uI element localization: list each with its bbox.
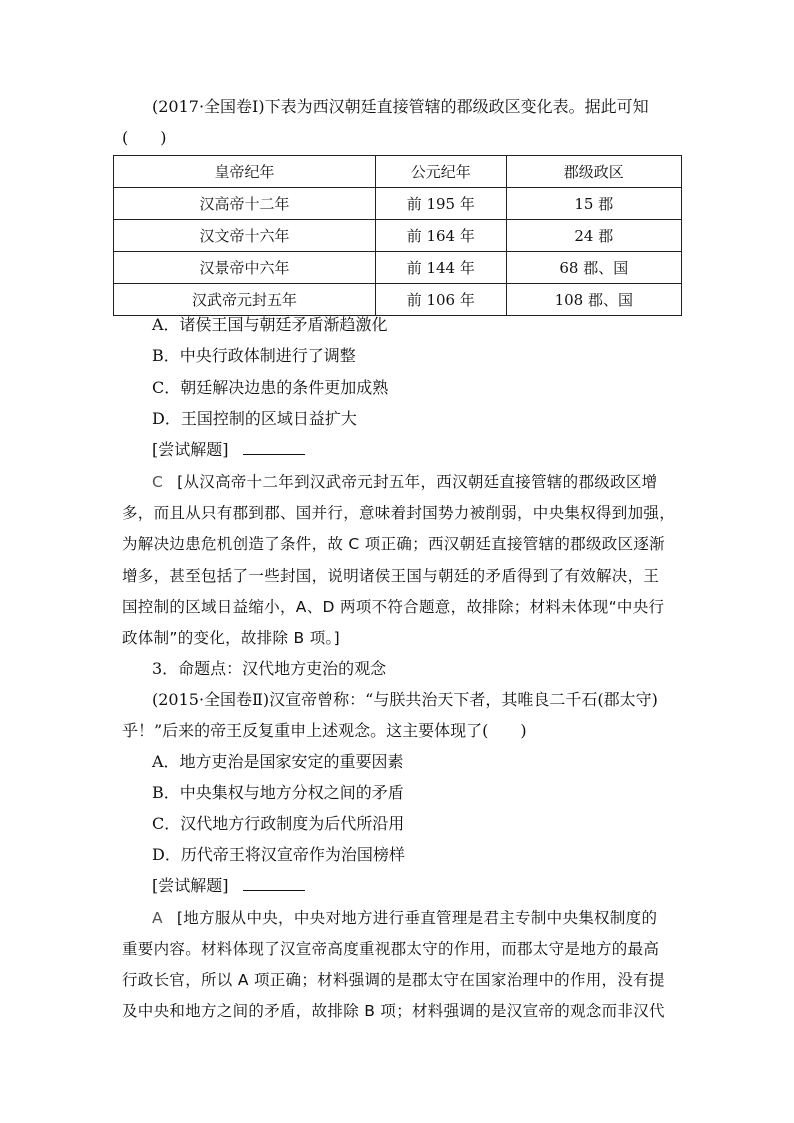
table-row <box>114 252 682 284</box>
table-row <box>114 220 682 252</box>
q1-option-d: D．王国控制的区域日益扩大 <box>152 409 357 428</box>
emperor-prefecture-table <box>113 155 682 316</box>
q1-answer-line: 国控制的区域日益缩小，A、D 两项不符合题意，故排除；材料未体现“中央行 <box>122 598 665 616</box>
table-cell: 汉景帝中六年 <box>114 252 376 284</box>
q2-answer-line: 重要内容。材料体现了汉宣帝高度重视郡太守的作用，而郡太守是地方的最高 <box>122 940 660 958</box>
q1-answer-text: [从汉高帝十二年到汉武帝元封五年，西汉朝廷直接管辖的郡级政区增 <box>177 473 658 491</box>
q1-option-b: B．中央行政体制进行了调整 <box>152 346 356 365</box>
q1-answer-line: 增多，甚至包括了一些封国，说明诸侯王国与朝廷的矛盾得到了有效解决，王 <box>122 567 660 585</box>
q1-stem-line2: ( ) <box>122 128 167 147</box>
table-cell: 24 郡 <box>506 220 681 252</box>
q1-answer-line: 政体制”的变化，故排除 B 项。] <box>122 629 340 647</box>
table-header-cell: 郡级政区 <box>506 156 681 188</box>
q2-answer-text: [地方服从中央，中央对地方进行垂直管理是君主专制中央集权制度的 <box>176 909 658 927</box>
q1-answer-line: 为解决边患危机创造了条件，故 C 项正确；西汉朝廷直接管辖的郡级政区逐渐 <box>122 535 665 553</box>
try-solve-label: [尝试解题] <box>152 876 229 895</box>
table-cell: 前 144 年 <box>375 252 506 284</box>
table-cell: 15 郡 <box>506 188 681 220</box>
q2-answer-letter: A <box>152 909 163 927</box>
q1-stem-line1: (2017·全国卷Ⅰ)下表为西汉朝廷直接管辖的郡级政区变化表。据此可知 <box>152 97 649 116</box>
table-cell: 前 106 年 <box>375 284 506 316</box>
table-cell: 汉武帝元封五年 <box>114 284 376 316</box>
q2-answer-line <box>152 907 682 929</box>
table-header-cell: 皇帝纪年 <box>114 156 376 188</box>
table-header-cell: 公元纪年 <box>375 156 506 188</box>
table-cell: 前 195 年 <box>375 188 506 220</box>
table-cell: 68 郡、国 <box>506 252 681 284</box>
answer-blank <box>243 876 305 891</box>
q2-try-solve <box>152 875 712 897</box>
q1-answer-letter: C <box>152 473 164 491</box>
q1-answer-line <box>152 471 682 493</box>
answer-blank <box>243 440 305 455</box>
q1-option-a: A．诸侯王国与朝廷矛盾渐趋激化 <box>152 315 388 334</box>
q2-option-c: C．汉代地方行政制度为后代所沿用 <box>152 814 405 833</box>
q2-answer-line: 及中央和地方之间的矛盾，故排除 B 项；材料强调的是汉宣帝的观念而非汉代 <box>122 1002 665 1020</box>
q2-answer-line: 行政长官，所以 A 项正确；材料强调的是郡太守在国家治理中的作用，没有提 <box>122 971 665 989</box>
q2-stem-line2: 乎！”后来的帝王反复重申上述观念。这主要体现了( ) <box>122 721 527 740</box>
try-solve-label: [尝试解题] <box>152 440 229 459</box>
table-row <box>114 284 682 316</box>
table-cell: 汉高帝十二年 <box>114 188 376 220</box>
q2-option-d: D．历代帝王将汉宣帝作为治国榜样 <box>152 845 405 864</box>
q2-stem-line1: (2015·全国卷Ⅱ)汉宣帝曾称：“与朕共治天下者，其唯良二千石(郡太守) <box>152 690 658 709</box>
q1-try-solve <box>152 439 712 461</box>
q1-answer-line: 多，而且从只有郡到郡、国并行，意味着封国势力被削弱，中央集权得到加强， <box>122 504 676 522</box>
q1-option-c: C．朝廷解决边患的条件更加成熟 <box>152 378 389 397</box>
table-cell: 汉文帝十六年 <box>114 220 376 252</box>
table-cell: 前 164 年 <box>375 220 506 252</box>
section-title: 3．命题点：汉代地方吏治的观念 <box>152 659 387 678</box>
table-row <box>114 188 682 220</box>
q2-option-a: A．地方吏治是国家安定的重要因素 <box>152 752 404 771</box>
table-cell: 108 郡、国 <box>506 284 681 316</box>
q2-option-b: B．中央集权与地方分权之间的矛盾 <box>152 783 404 802</box>
table-header-row <box>114 156 682 188</box>
